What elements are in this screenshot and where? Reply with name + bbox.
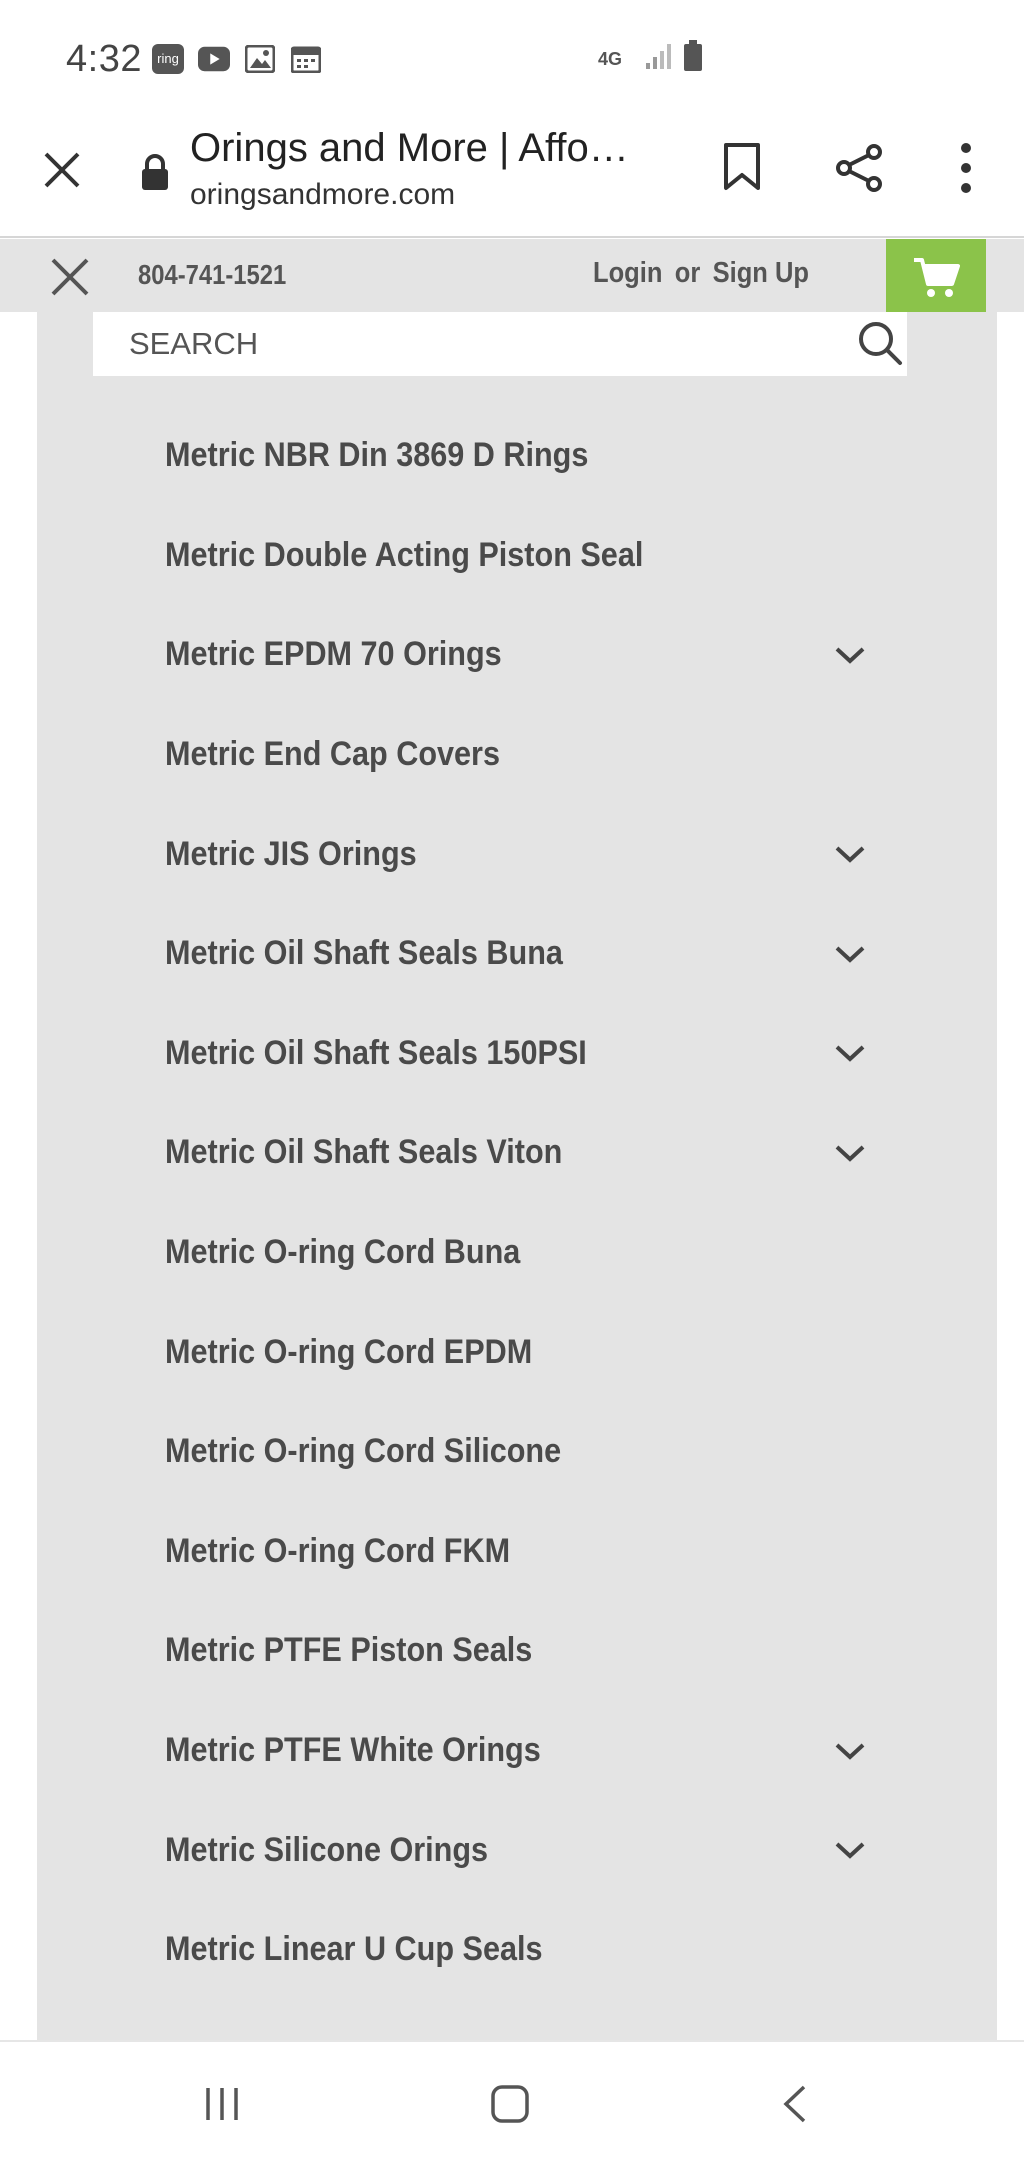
menu-item-label[interactable]: Metric PTFE White Orings	[165, 1731, 541, 1770]
chevron-down-icon[interactable]	[833, 1839, 867, 1861]
site-header	[0, 239, 1024, 312]
close-tab-button[interactable]	[40, 148, 84, 192]
bookmark-icon	[722, 142, 762, 192]
list-item[interactable]	[37, 1203, 997, 1303]
list-item[interactable]	[37, 1302, 997, 1402]
menu-item-label[interactable]: Metric JIS Orings	[165, 834, 417, 873]
chevron-down-icon[interactable]	[833, 1042, 867, 1064]
chevron-down-icon[interactable]	[833, 644, 867, 666]
search-icon	[855, 318, 905, 368]
chevron-down-icon[interactable]	[833, 1740, 867, 1762]
search-input[interactable]	[129, 312, 809, 376]
list-item[interactable]	[37, 1402, 997, 1502]
list-item[interactable]	[37, 406, 997, 506]
battery-icon	[682, 40, 704, 77]
status-time: 4:32	[66, 38, 142, 80]
list-item[interactable]	[37, 1103, 997, 1203]
or-text: or	[674, 257, 701, 289]
list-item[interactable]	[37, 1701, 997, 1801]
category-menu-panel	[37, 312, 997, 2040]
menu-item-label[interactable]: Metric Double Acting Piston Seal	[165, 535, 644, 574]
youtube-icon	[198, 44, 230, 74]
close-menu-button[interactable]	[50, 257, 90, 297]
menu-item-label[interactable]: Metric EPDM 70 Orings	[165, 635, 502, 674]
more-options-button[interactable]	[956, 140, 976, 196]
menu-item-label[interactable]: Metric Silicone Orings	[165, 1830, 489, 1869]
signup-link[interactable]: Sign Up	[712, 257, 810, 289]
category-list	[37, 406, 997, 2000]
recent-apps-icon	[202, 2086, 242, 2122]
close-icon	[40, 148, 84, 192]
more-vertical-icon	[956, 140, 976, 196]
login-link[interactable]: Login	[593, 257, 663, 289]
chevron-down-icon[interactable]	[833, 1142, 867, 1164]
search-button[interactable]	[855, 318, 905, 368]
cart-button[interactable]	[886, 239, 986, 323]
menu-item-label[interactable]: Metric NBR Din 3869 D Rings	[165, 436, 589, 475]
gallery-icon	[244, 44, 276, 74]
system-nav-bar	[0, 2040, 1024, 2161]
url-text[interactable]: oringsandmore.com	[190, 178, 456, 211]
home-button[interactable]	[490, 2084, 530, 2124]
list-item[interactable]	[37, 804, 997, 904]
notification-icons	[152, 44, 322, 74]
cart-icon	[912, 256, 960, 300]
share-icon	[834, 142, 886, 194]
list-item[interactable]	[37, 1601, 997, 1701]
signal-icon	[644, 41, 674, 76]
list-item[interactable]	[37, 1004, 997, 1104]
home-icon	[490, 2084, 530, 2124]
menu-item-label[interactable]: Metric Oil Shaft Seals Viton	[165, 1133, 563, 1172]
share-button[interactable]	[834, 142, 886, 194]
close-icon	[50, 257, 90, 297]
recent-apps-button[interactable]	[202, 2086, 242, 2122]
menu-item-label[interactable]: Metric Oil Shaft Seals Buna	[165, 934, 563, 973]
menu-item-label[interactable]: Metric Linear U Cup Seals	[165, 1930, 543, 1969]
menu-item-label[interactable]: Metric End Cap Covers	[165, 735, 500, 774]
page-title[interactable]: Orings and More | Affo…	[190, 126, 629, 170]
menu-item-label[interactable]: Metric PTFE Piston Seals	[165, 1631, 533, 1670]
menu-item-label[interactable]: Metric O-ring Cord EPDM	[165, 1332, 533, 1371]
search-box	[93, 312, 907, 376]
list-item[interactable]	[37, 1900, 997, 2000]
menu-item-label[interactable]: Metric O-ring Cord Silicone	[165, 1432, 562, 1471]
auth-links	[593, 257, 809, 290]
chevron-down-icon[interactable]	[833, 943, 867, 965]
menu-item-label[interactable]: Metric O-ring Cord FKM	[165, 1531, 511, 1570]
phone-link[interactable]: 804-741-1521	[138, 259, 287, 290]
network-label: 4G	[598, 48, 623, 69]
list-item[interactable]	[37, 1502, 997, 1602]
list-item[interactable]	[37, 705, 997, 805]
ring-icon	[152, 44, 184, 74]
menu-item-label[interactable]: Metric Oil Shaft Seals 150PSI	[165, 1033, 587, 1072]
browser-toolbar	[0, 118, 1024, 238]
back-icon	[780, 2084, 810, 2124]
back-button[interactable]	[780, 2084, 810, 2124]
list-item[interactable]	[37, 1800, 997, 1900]
list-item[interactable]	[37, 904, 997, 1004]
calendar-icon	[290, 44, 322, 74]
menu-item-label[interactable]: Metric O-ring Cord Buna	[165, 1233, 521, 1272]
ring-label: ring	[152, 44, 184, 74]
list-item[interactable]	[37, 506, 997, 606]
lock-icon[interactable]	[140, 152, 170, 192]
list-item[interactable]	[37, 605, 997, 705]
status-bar	[0, 0, 1024, 118]
chevron-down-icon[interactable]	[833, 843, 867, 865]
bookmark-button[interactable]	[722, 142, 762, 192]
system-icons	[598, 40, 704, 77]
